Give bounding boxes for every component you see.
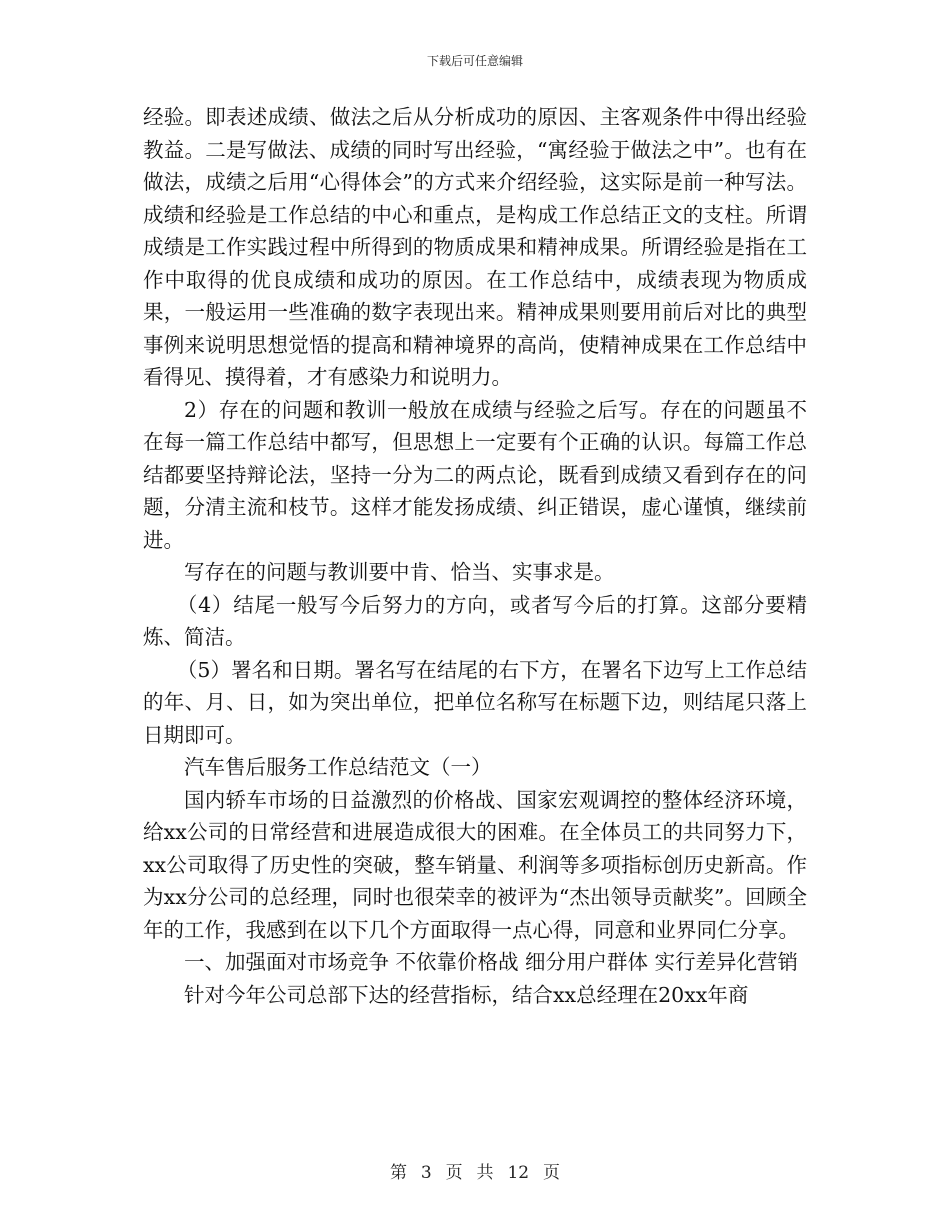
paragraph-3: 写存在的问题与教训要中肯、恰当、实事求是。: [184, 560, 615, 584]
paragraph-4: （4）结尾一般写今后努力的方向，或者写今后的打算。这部分要精炼、简洁。: [143, 592, 807, 649]
paragraph-8: 针对今年公司总部下达的经营指标，结合xx总经理在20xx年商: [184, 982, 749, 1007]
paragraph-7-heading: 一、加强面对市场竞争 不依靠价格战 细分用户群体 实行差异化营销: [184, 950, 799, 974]
paragraph-2: 2）存在的问题和教训一般放在成绩与经验之后写。存在的问题虽不在每一篇工作总结中都写，但思想上一定要有个正确的认识。每篇工作总结都要坚持辩论法，坚持一分为二的两点论，既看到成绩又看到存在的问题，分清主流和枝节。这样才能发扬成绩、纠正错误，虚心谨慎，继续前进。: [143, 397, 807, 552]
page-number: 第 3 页 共 12 页: [390, 1163, 560, 1183]
paragraph-6: 国内轿车市场的日益激烈的价格战、国家宏观调控的整体经济环境，给xx公司的日常经营和进展造成很大的困难。在全体员工的共同努力下，xx公司取得了历史性的突破，整车销量、利润等多项指标创历史新高。作为xx分公司的总经理，同时也很荣幸的被评为“杰出领导贡献奖”。回顾全年的工作，我感到在以下几个方面取得一点心得，同意和业界同仁分享。: [143, 787, 807, 942]
page-header: 下载后可任意编辑: [426, 54, 523, 68]
section-title: 汽车售后服务工作总结范文（一）: [184, 755, 492, 779]
paragraph-1: 经验。即表述成绩、做法之后从分析成功的原因、主客观条件中得出经验教益。二是写做法、成绩的同时写出经验，“寓经验于做法之中”。也有在做法，成绩之后用“心得体会”的方式来介绍经验，这实际是前一种写法。成绩和经验是工作总结的中心和重点，是构成工作总结正文的支柱。所谓成绩是工作实践过程中所得到的物质成果和精神成果。所谓经验是指在工作中取得的优良成绩和成功的原因。在工作总结中，成绩表现为物质成果，一般运用一些准确的数字表现出来。精神成果则要用前后对比的典型事例来说明思想觉悟的提高和精神境界的高尚，使精神成果在工作总结中看得见、摸得着，才有感染力和说明力。: [143, 105, 807, 389]
document-body: [143, 101, 807, 1011]
paragraph-5: （5）署名和日期。署名写在结尾的右下方，在署名下边写上工作总结的年、月、日，如为突出单位，把单位名称写在标题下边，则结尾只落上日期即可。: [143, 657, 807, 747]
